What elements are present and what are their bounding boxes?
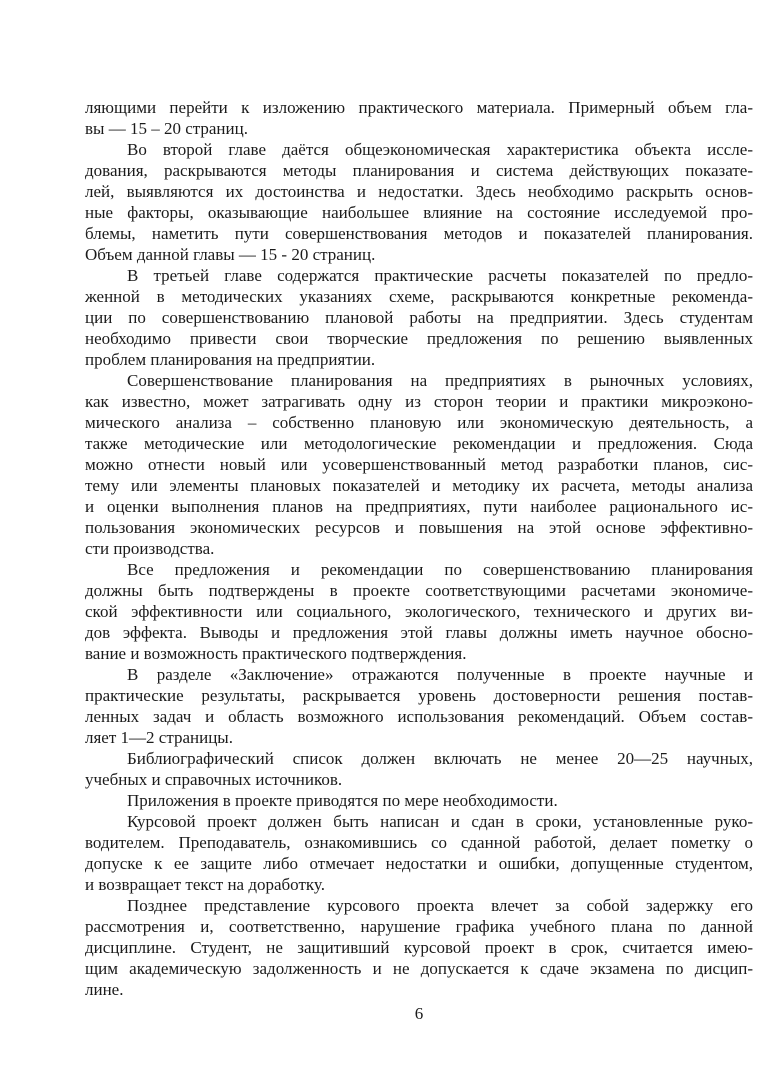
text-line: можно отнести новый или усовершенствованный метод разработки планов, сис-: [85, 455, 753, 474]
text-line: необходимо привести свои творческие предложения по решению выявленных: [85, 329, 753, 348]
text-line: лей, выявляются их достоинства и недостатки. Здесь необходимо раскрыть основ-: [85, 182, 753, 201]
text-line: вы — 15 – 20 страниц.: [85, 119, 248, 138]
text-line: Позднее представление курсового проекта влечет за собой задержку его: [127, 896, 753, 915]
text-line: В третьей главе содержатся практические расчеты показателей по предло-: [127, 266, 753, 285]
text-line: практические результаты, раскрывается уровень достоверности решения постав-: [85, 686, 753, 705]
text-line: ленных задач и область возможного использования рекомендаций. Объем состав-: [85, 707, 753, 726]
text-line: тему или элементы плановых показателей и методику их расчета, методы анализа: [85, 476, 753, 495]
text-line: ской эффективности или социального, экологического, технического и других ви-: [85, 602, 753, 621]
text-line: В разделе «Заключение» отражаются полученные в проекте научные и: [127, 665, 753, 684]
text-line: учебных и справочных источников.: [85, 770, 343, 789]
text-line: Во второй главе даётся общеэкономическая характеристика объекта иссле-: [127, 140, 753, 159]
page-number: 6: [414, 1004, 424, 1023]
text-line: вание и возможность практического подтверждения.: [85, 644, 467, 663]
text-line: пользования экономических ресурсов и повышения на этой основе эффективно-: [85, 518, 753, 537]
text-line: сти производства.: [85, 539, 215, 558]
text-line: дов эффекта. Выводы и предложения этой главы должны иметь научное обосно-: [85, 623, 753, 642]
text-line: и оценки выполнения планов на предприятиях, пути наиболее рационального ис-: [85, 497, 753, 516]
text-line: ные факторы, оказывающие наибольшее влияние на состояние исследуемой про-: [85, 203, 753, 222]
page-text: [85, 97, 753, 1000]
text-line: Библиографический список должен включать не менее 20—25 научных,: [127, 749, 753, 768]
text-line: мического анализа – собственно плановую или экономическую деятельность, а: [85, 413, 753, 432]
text-line: Совершенствование планирования на предприятиях в рыночных условиях,: [127, 371, 753, 390]
text-line: и возвращает текст на доработку.: [85, 875, 325, 894]
text-line: должны быть подтверждены в проекте соответствующими расчетами экономиче-: [85, 581, 753, 600]
text-line: ляет 1—2 страницы.: [85, 728, 233, 747]
text-line: Объем данной главы — 15 - 20 страниц.: [85, 245, 376, 264]
text-line: щим академическую задолженность и не допускается к сдаче экзамена по дисцип-: [85, 959, 753, 978]
text-line: допуске к ее защите либо отмечает недостатки и ошибки, допущенные студентом,: [85, 854, 753, 873]
text-line: дования, раскрываются методы планирования и система действующих показате-: [85, 161, 753, 180]
text-line: лине.: [85, 980, 124, 999]
text-line: женной в методических указаниях схеме, раскрываются конкретные рекоменда-: [85, 287, 753, 306]
text-line: ляющими перейти к изложению практического материала. Примерный объем гла-: [85, 98, 753, 117]
text-line: дисциплине. Студент, не защитивший курсовой проект в срок, считается имею-: [85, 938, 753, 957]
text-line: Приложения в проекте приводятся по мере необходимости.: [127, 791, 558, 810]
text-line: Курсовой проект должен быть написан и сдан в сроки, установленные руко-: [127, 812, 753, 831]
text-line: ции по совершенствованию плановой работы на предприятии. Здесь студентам: [85, 308, 753, 327]
text-line: блемы, наметить пути совершенствования методов и показателей планирования.: [85, 224, 753, 243]
text-line: водителем. Преподаватель, ознакомившись со сданной работой, делает пометку о: [85, 833, 753, 852]
text-line: также методические или методологические рекомендации и предложения. Сюда: [85, 434, 753, 453]
text-line: как известно, может затрагивать одну из сторон теории и практики микроэконо-: [85, 392, 753, 411]
text-line: рассмотрения и, соответственно, нарушение графика учебного плана по данной: [85, 917, 753, 936]
text-line: Все предложения и рекомендации по совершенствованию планирования: [127, 560, 753, 579]
text-line: проблем планирования на предприятии.: [85, 350, 376, 369]
